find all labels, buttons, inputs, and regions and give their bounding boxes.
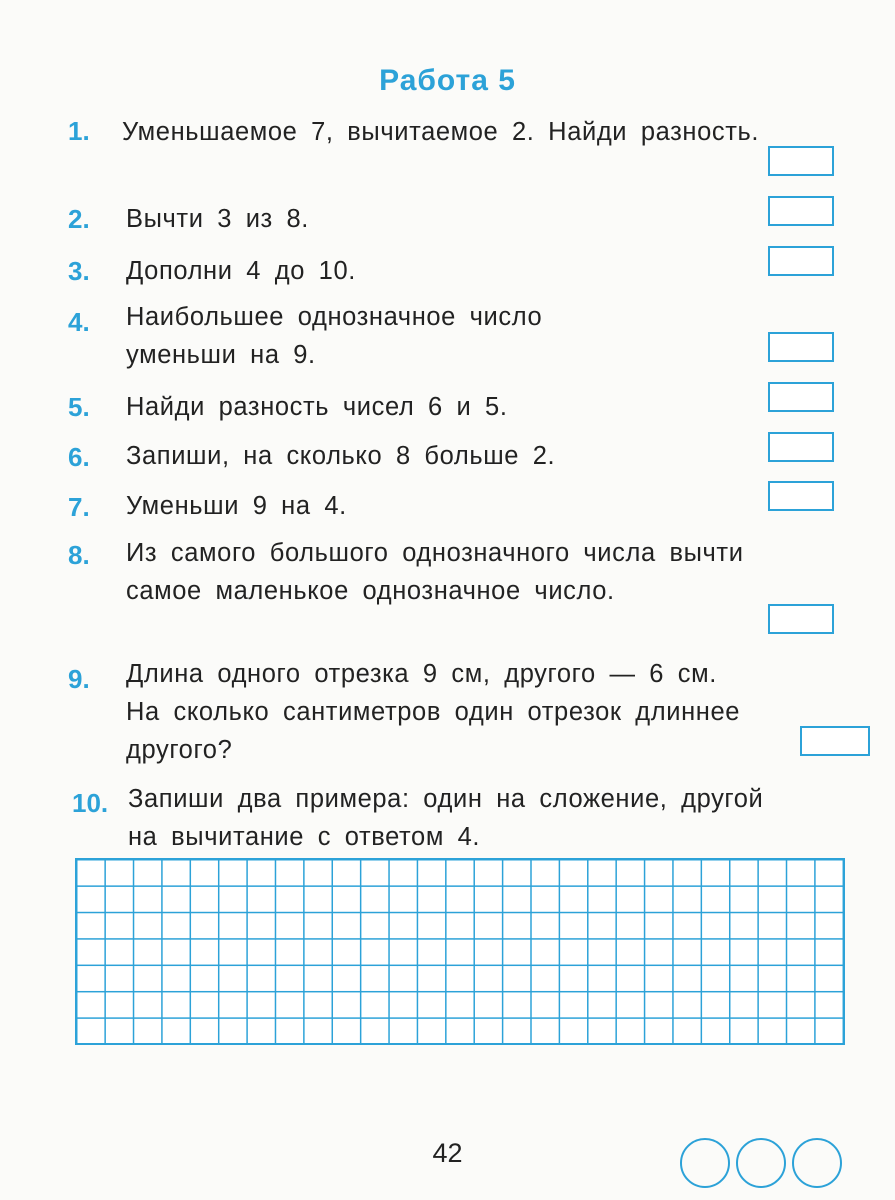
task-number: 1. — [68, 116, 90, 146]
task-text: Уменьшаемое 7, вычитаемое 2. Найди разность. — [122, 118, 760, 146]
self-assessment-circle[interactable] — [792, 1138, 842, 1188]
task-text: Уменьши 9 на 4. — [126, 492, 347, 520]
answer-box[interactable] — [768, 332, 834, 362]
answer-box[interactable] — [768, 481, 834, 511]
answer-box[interactable] — [768, 196, 834, 226]
task-text: Запиши два примера: один на сложение, другой на вычитание с ответом 4. — [128, 785, 764, 851]
task-number: 8. — [68, 540, 90, 570]
task-text: Найди разность чисел 6 и 5. — [126, 393, 508, 421]
task-text: Длина одного отрезка 9 см, другого — 6 см. На сколько сантиметров один отрезок длиннее другого? — [126, 660, 741, 764]
task-text: Дополни 4 до 10. — [126, 257, 356, 285]
task-number: 10. — [72, 788, 109, 818]
task-number: 6. — [68, 442, 90, 472]
task-number: 3. — [68, 256, 90, 286]
answer-box[interactable] — [768, 604, 834, 634]
answer-box[interactable] — [768, 146, 834, 176]
task-text: Из самого большого однозначного числа вычти самое маленькое однозначное число. — [126, 539, 744, 605]
task-number: 4. — [68, 307, 90, 337]
answer-box[interactable] — [800, 726, 870, 756]
task-text: Запиши, на сколько 8 больше 2. — [126, 442, 556, 470]
self-assessment-circle[interactable] — [680, 1138, 730, 1188]
task-number: 7. — [68, 492, 90, 522]
answer-box[interactable] — [768, 246, 834, 276]
task-text: Наибольшее однозначное число уменьши на 9. — [126, 303, 543, 369]
answer-grid[interactable] — [75, 858, 845, 1045]
task-number: 2. — [68, 204, 90, 234]
answer-box[interactable] — [768, 382, 834, 412]
task-number: 5. — [68, 392, 90, 422]
task-number: 9. — [68, 664, 90, 694]
self-assessment-circle[interactable] — [736, 1138, 786, 1188]
page-number: 42 — [432, 1138, 463, 1168]
task-text: Вычти 3 из 8. — [126, 205, 309, 233]
answer-box[interactable] — [768, 432, 834, 462]
worksheet-title: Работа 5 — [379, 64, 516, 97]
